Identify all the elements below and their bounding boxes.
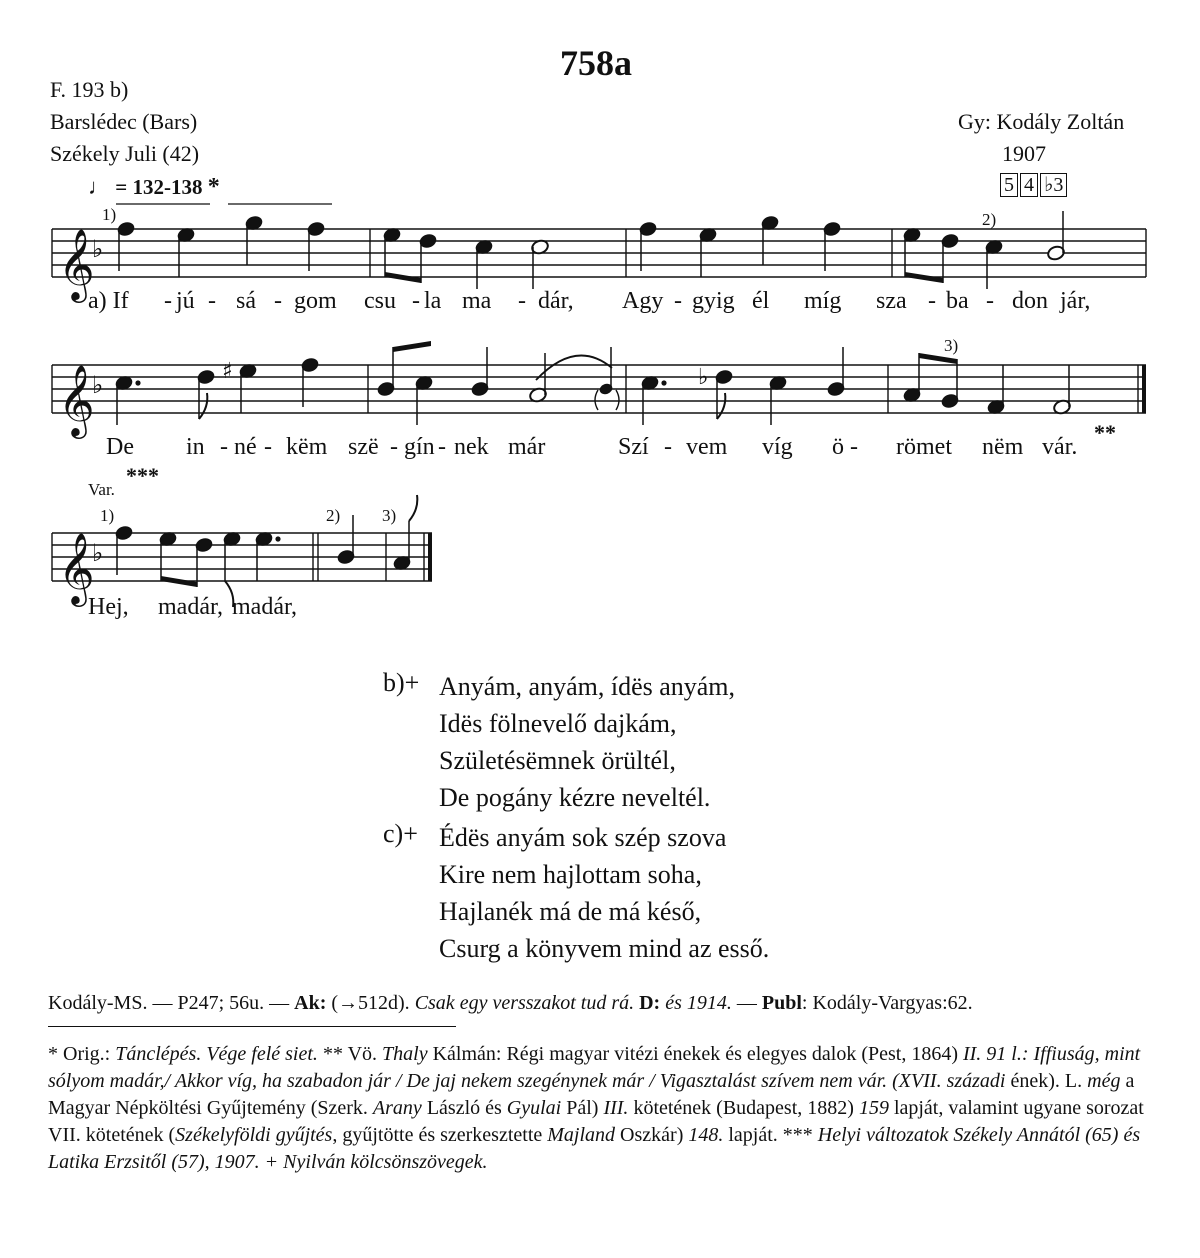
source-ak-ref: (→512d).: [326, 992, 415, 1014]
stanza-lines: [439, 819, 769, 967]
source-d-label: D:: [634, 992, 661, 1014]
lyric-syllable: szë: [348, 434, 379, 460]
collector: Gy: Kodály Zoltán: [958, 109, 1125, 134]
lyric-syllable: né: [234, 434, 257, 460]
fn-text: , gyűjtötte és szerkesztette: [332, 1124, 548, 1146]
lyric-hyphen: -: [518, 288, 526, 314]
lyric-syllable: gín: [404, 434, 435, 460]
lyric-hyphen: -: [438, 434, 446, 460]
lyric-syllable: dár,: [538, 288, 574, 314]
stanza-line: Idës fölnevelő dajkám,: [439, 709, 677, 738]
stanza-line: Édës anyám sok szép szova: [439, 823, 727, 852]
stanza-line: Hajlanék má de má késő,: [439, 897, 702, 926]
stanza-line: Csurg a könyvem mind az esső.: [439, 934, 770, 963]
lyric-syllable: él: [752, 288, 770, 314]
variant-label: Var.: [88, 480, 115, 499]
stanza-line: Kire nem hajlottam soha,: [439, 860, 702, 889]
stanza-lines: [439, 668, 735, 816]
degree-box: 5: [1000, 173, 1018, 197]
end-footnote-mark: **: [1094, 420, 1116, 445]
fn-text: Oszkár): [615, 1124, 689, 1146]
lyric-syllable: jár,: [1060, 288, 1091, 314]
lyric-hyphen: -: [850, 434, 858, 460]
treble-clef-icon: 𝄞: [58, 531, 95, 604]
lyric-syllable: nek: [454, 434, 489, 460]
lyric-syllable: sá: [236, 288, 256, 314]
fn-text: a Magyar Népköltési Gyűjtemény (Szerk.: [48, 1070, 1135, 1119]
lyric-syllable: in: [186, 434, 205, 460]
year: 1907: [1002, 141, 1046, 166]
note-flag: [717, 393, 725, 419]
collection-place: Barslédec (Bars): [50, 109, 198, 134]
lyric-syllable: la: [424, 288, 442, 314]
var-marker-1: 1): [100, 506, 115, 525]
variant-marker-2: 2): [982, 210, 997, 229]
fn-text: Arany: [372, 1097, 422, 1119]
lyric-syllable: këm: [286, 434, 328, 460]
tempo-footnote-mark: *: [207, 174, 220, 200]
lyric-syllable: ma: [462, 288, 492, 314]
lyric-hyphen: -: [164, 288, 172, 314]
variant-marker-1: 1): [102, 205, 117, 224]
final-barline-thick: [1142, 365, 1146, 413]
lyric-hyphen: -: [390, 434, 398, 460]
fn-text: Gyulai: [506, 1097, 562, 1119]
quarter-note-icon: ♩: [88, 174, 110, 199]
lyric-syllable: víg: [762, 434, 793, 460]
fn-text: László és: [421, 1097, 507, 1119]
lyric-syllable: vár.: [1042, 434, 1078, 460]
lyric-syllable: nëm: [982, 434, 1024, 460]
note-flag: [409, 495, 417, 521]
source-publ-label: Publ: [761, 992, 802, 1014]
sharp-icon: ♯: [222, 359, 233, 384]
treble-clef-icon: 𝄞: [58, 227, 95, 300]
source-ms: Kodály-MS. — P247; 56u. —: [48, 992, 295, 1014]
stanza-line: De pogány kézre neveltél.: [439, 783, 711, 812]
source-note: Csak egy versszakot tud rá.: [414, 992, 635, 1014]
fn-text: II. 91 l.: Iffiuság, mint sólyom madár,/ Akkor víg, ha szabadon jár / De jaj nekem szegénynek már / Vigasztalást szívem nem vár. (XVII. századi: [48, 1043, 1141, 1092]
lyric-syllable: gyig: [692, 288, 735, 314]
source-line: [48, 992, 973, 1015]
catalog-number: F. 193 b): [50, 77, 129, 102]
fn-text: ének). L.: [1005, 1070, 1088, 1092]
degree-box: 4: [1020, 173, 1038, 197]
lyric-syllable: vem: [686, 434, 728, 460]
performer: Székely Juli (42): [50, 141, 200, 166]
lyric-syllable: madár,: [158, 594, 224, 620]
fn-text: Székelyföldi gyűjtés: [175, 1124, 333, 1146]
fn-text: ** Vö.: [317, 1043, 383, 1065]
lyric-syllable: gom: [294, 288, 337, 314]
lyric-syllable: a) If: [88, 288, 129, 314]
lyric-syllable: sza: [876, 288, 907, 314]
lyric-syllable: Hej,: [88, 594, 129, 620]
lyric-syllable: römet: [896, 434, 952, 460]
stanza-label: c)+: [383, 819, 418, 848]
fn-text: lapját, valamint ugyane sorozat VII. kötetének (: [48, 1097, 1144, 1146]
beam: [161, 576, 197, 587]
stanza-line: Anyám, anyám, ídës anyám,: [439, 672, 736, 701]
lyric-hyphen: -: [220, 434, 228, 460]
var-marker-3: 3): [382, 506, 397, 525]
augmentation-dot: [275, 536, 280, 541]
lyric-syllable: ba: [946, 288, 969, 314]
lyric-hyphen: -: [274, 288, 282, 314]
beam: [385, 272, 421, 283]
lyric-syllable: Agy: [622, 288, 664, 314]
source-publ-value: : Kodály-Vargyas:62.: [801, 992, 973, 1014]
degree-box: ♭3: [1040, 173, 1067, 197]
lyric-hyphen: -: [412, 288, 420, 314]
flat-icon: ♭: [698, 365, 709, 390]
fn-text: Thaly: [382, 1043, 428, 1065]
beam: [919, 353, 957, 364]
variant-footnote-mark: ***: [126, 463, 159, 488]
source-d-value: és 1914.: [660, 992, 732, 1014]
fn-text: lapját. ***: [723, 1124, 818, 1146]
fn-text: Majland: [547, 1124, 616, 1146]
lyric-syllable: Szí: [618, 434, 649, 460]
key-flat-icon: ♭: [92, 235, 104, 263]
fn-text: kötetének (Budapest, 1882): [628, 1097, 859, 1119]
lyric-syllable: már: [508, 434, 546, 460]
grace-parenthesis: [616, 390, 619, 410]
fn-text: * Orig.:: [48, 1043, 116, 1065]
key-flat-icon: ♭: [92, 539, 104, 567]
final-barline-thick: [428, 533, 432, 581]
fn-text: III.: [603, 1097, 629, 1119]
fn-text: még: [1087, 1070, 1121, 1092]
footnotes: [48, 1041, 1150, 1176]
lyric-syllable: don: [1012, 288, 1048, 314]
grace-parenthesis: [595, 390, 598, 410]
fn-text: Tánclépés. Vége felé siet.: [115, 1043, 318, 1065]
lyric-hyphen: -: [928, 288, 936, 314]
lyric-hyphen: -: [674, 288, 682, 314]
lyric-hyphen: -: [986, 288, 994, 314]
variant-marker-3: 3): [944, 336, 959, 355]
lyric-hyphen: -: [208, 288, 216, 314]
lyric-syllable: míg: [804, 288, 842, 314]
key-flat-icon: ♭: [92, 371, 104, 399]
augmentation-dot: [661, 380, 666, 385]
lyric-syllable: csu: [364, 288, 396, 314]
lyric-hyphen: -: [664, 434, 672, 460]
stanza-label: b)+: [383, 668, 420, 697]
fn-text: 159: [858, 1097, 889, 1119]
tempo-value: = 132-138: [115, 175, 203, 199]
fn-text: Kálmán: Régi magyar vitézi énekek és elegyes dalok (Pest, 1864): [427, 1043, 963, 1065]
fn-text: Helyi változatok Székely Annától (65) és Latika Erzsitől (57), 1907. + Nyilván kölcsönszövegek.: [48, 1124, 1141, 1173]
stanza-line: Születésëmnek örültél,: [439, 746, 676, 775]
note-flag: [199, 393, 207, 419]
beam: [905, 272, 943, 283]
lyric-syllable: De: [106, 434, 134, 460]
fn-text: 148.: [688, 1124, 724, 1146]
beam: [393, 341, 431, 352]
lyric-syllable: madár,: [232, 594, 298, 620]
lyric-hyphen: -: [264, 434, 272, 460]
fn-text: Pál): [561, 1097, 604, 1119]
lyric-syllable: jú: [176, 288, 195, 314]
augmentation-dot: [135, 380, 140, 385]
footnote-divider: [48, 1026, 456, 1027]
treble-clef-icon: 𝄞: [58, 363, 95, 436]
var-marker-2: 2): [326, 506, 341, 525]
lyric-syllable: ö: [832, 434, 844, 460]
page-title: 758a: [560, 43, 632, 83]
source-dash: —: [731, 992, 762, 1014]
source-ak-label: Ak:: [294, 992, 327, 1014]
